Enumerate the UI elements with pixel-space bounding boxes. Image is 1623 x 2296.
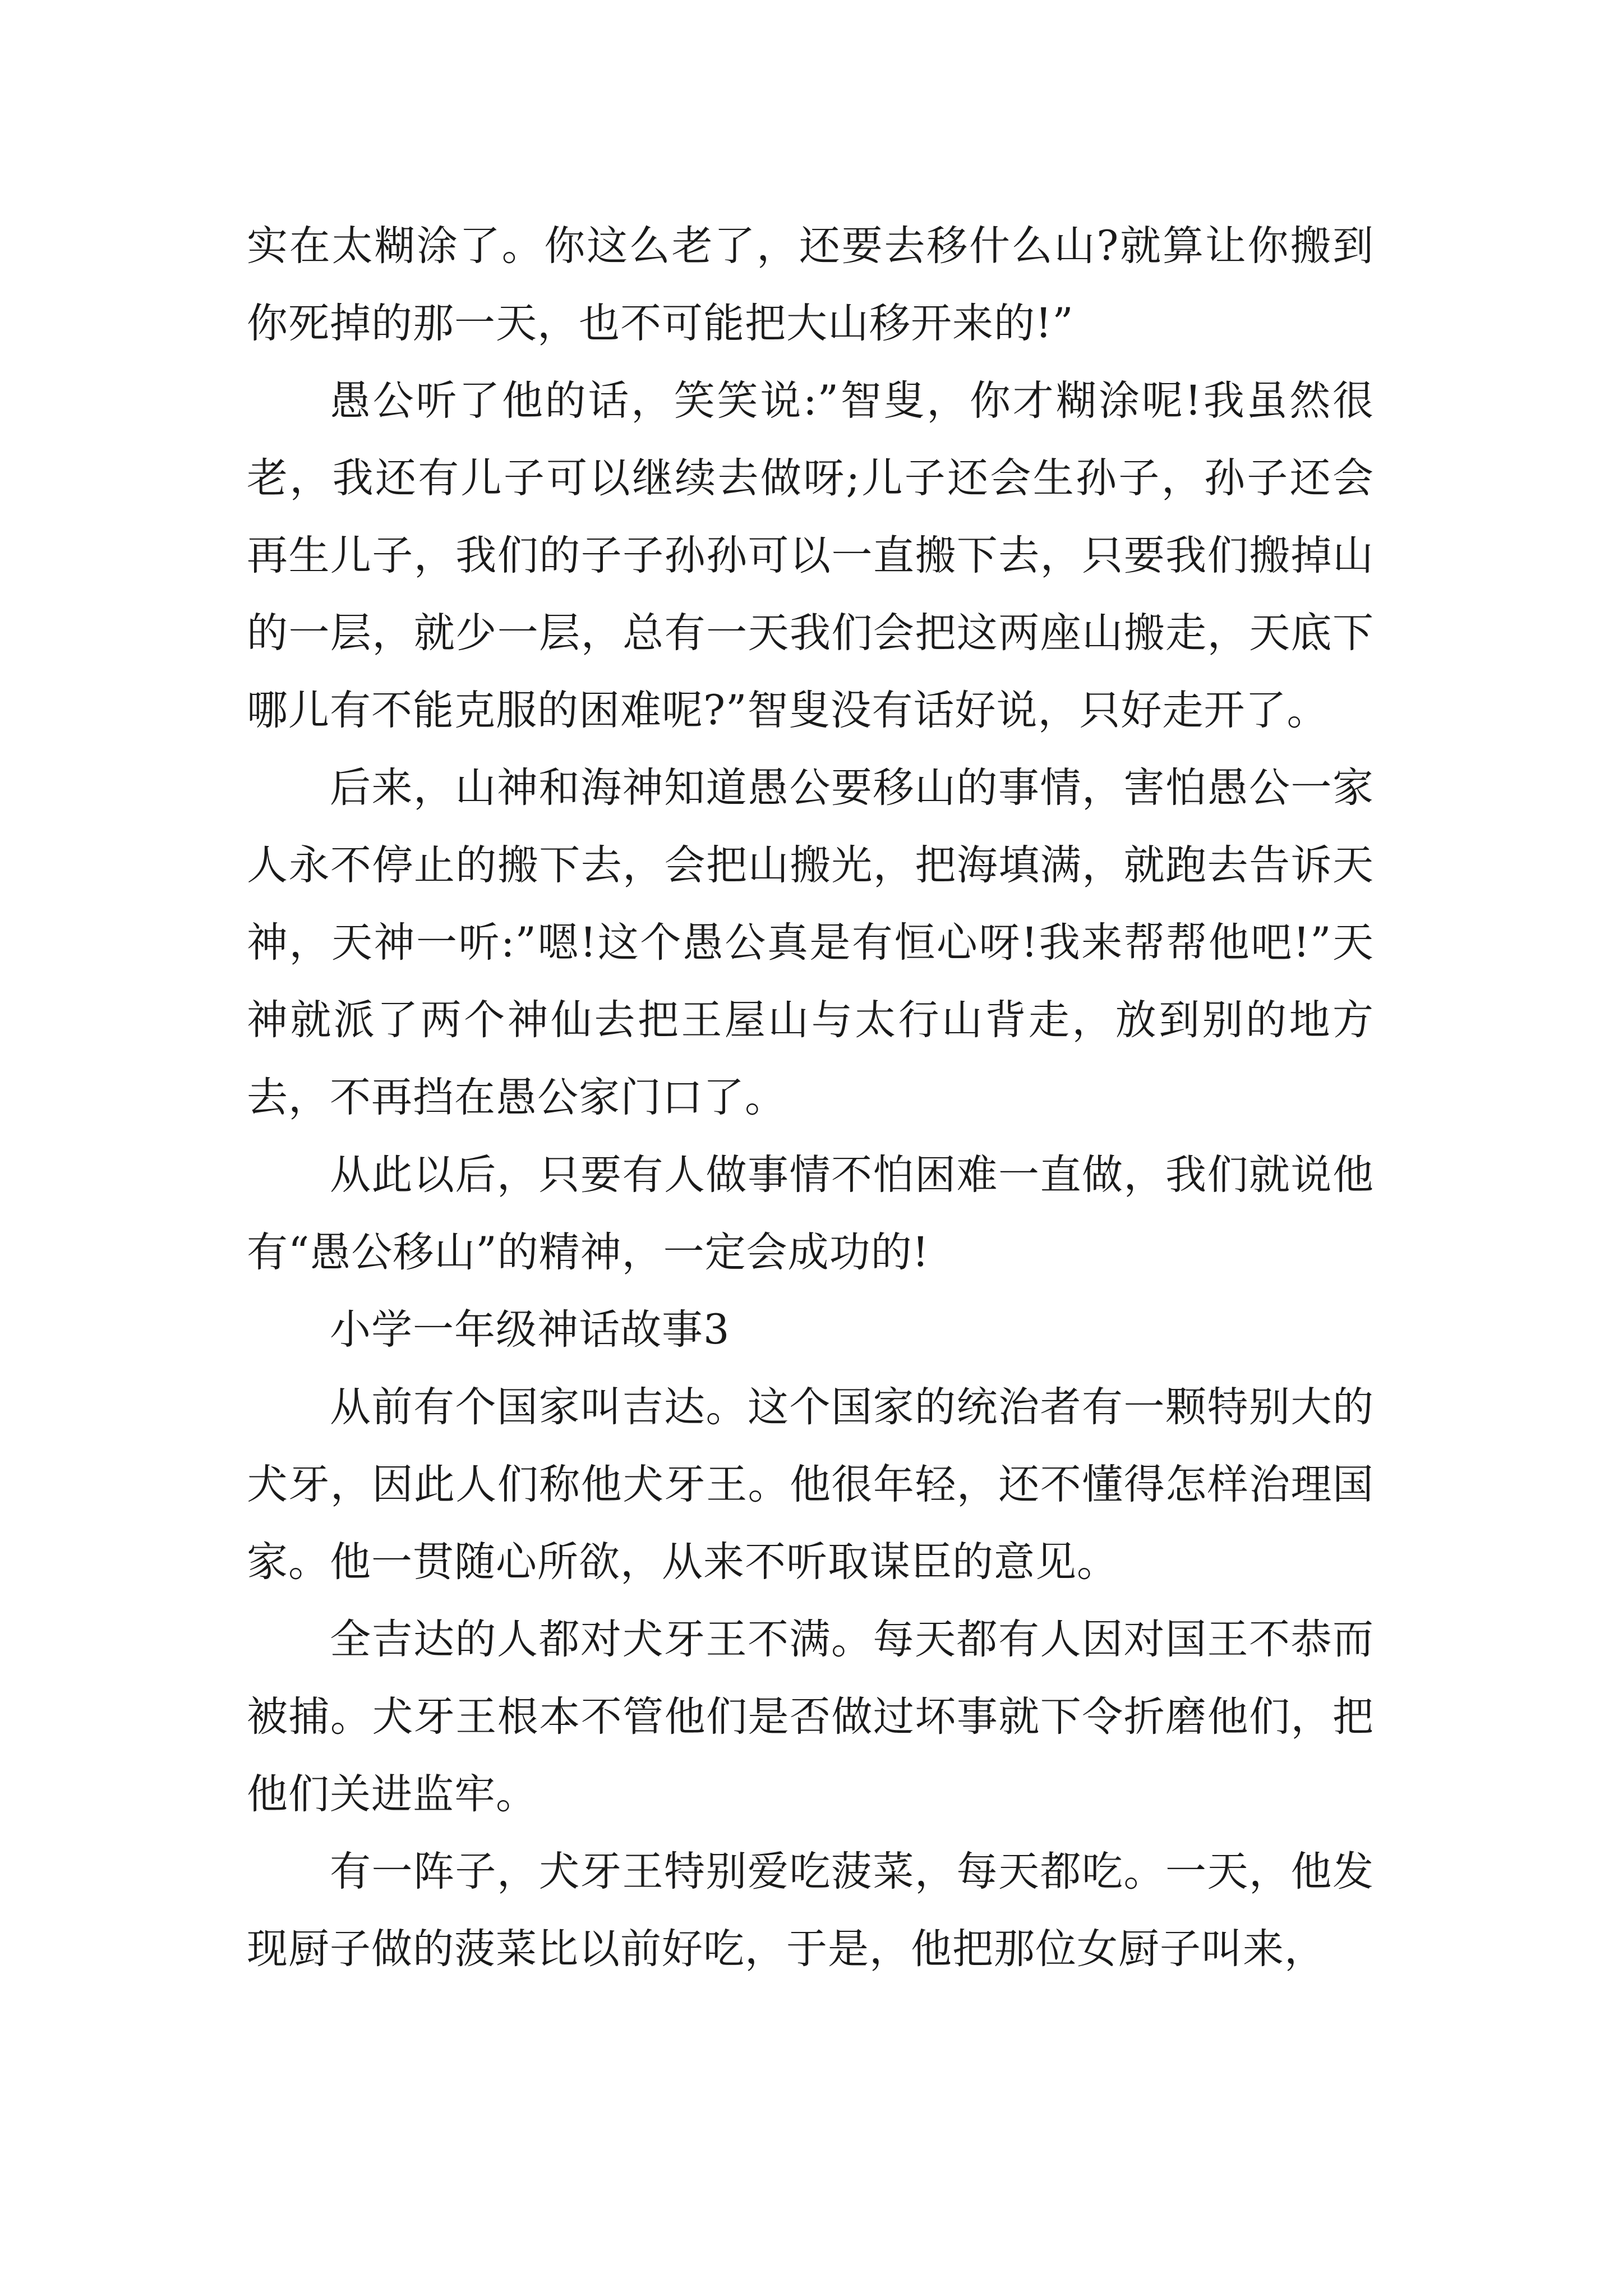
paragraph-story3-spinach: 有一阵子，犬牙王特别爱吃菠菜，每天都吃。一天，他发现厨子做的菠菜比以前好吃，于是，他把那位女厨子叫来，	[247, 1848, 1374, 1973]
paragraph-gods-help: 后来，山神和海神知道愚公要移山的事情，害怕愚公一家人永不停止的搬下去，会把山搬光，把海填满，就跑去告诉天神，天神一听:”嗯!这个愚公真是有恒心呀!我来帮帮他吧!”天神就派了两个神仙去把王屋山与太行山背走，放到别的地方去，不再挡在愚公家门口了。	[247, 764, 1374, 1121]
paragraph-story3-discontent: 全吉达的人都对犬牙王不满。每天都有人因对国王不恭而被捕。犬牙王根本不管他们是否做过坏事就下令折磨他们，把他们关进监牢。	[247, 1616, 1374, 1818]
paragraph-yugong-reply: 愚公听了他的话，笑笑说:”智叟，你才糊涂呢!我虽然很老，我还有儿子可以继续去做呀;儿子还会生孙子，孙子还会再生儿子，我们的子子孙孙可以一直搬下去，只要我们搬掉山的一层，就少一层，总有一天我们会把这两座山搬走，天底下哪儿有不能克服的困难呢?”智叟没有话好说，只好走开了。	[247, 377, 1374, 734]
paragraph-story3-intro: 从前有个国家叫吉达。这个国家的统治者有一颗特别大的犬牙，因此人们称他犬牙王。他很年轻，还不懂得怎样治理国家。他一贯随心所欲，从来不听取谋臣的意见。	[247, 1383, 1374, 1586]
paragraph-moral: 从此以后，只要有人做事情不怕困难一直做，我们就说他有“愚公移山”的精神，一定会成功的!	[247, 1151, 1374, 1276]
paragraph-continuation: 实在太糊涂了。你这么老了，还要去移什么山?就算让你搬到你死掉的那一天，也不可能把大山移开来的!”	[247, 222, 1374, 347]
document-body	[247, 208, 1374, 1988]
section-title: 小学一年级神话故事3	[330, 1306, 730, 1354]
